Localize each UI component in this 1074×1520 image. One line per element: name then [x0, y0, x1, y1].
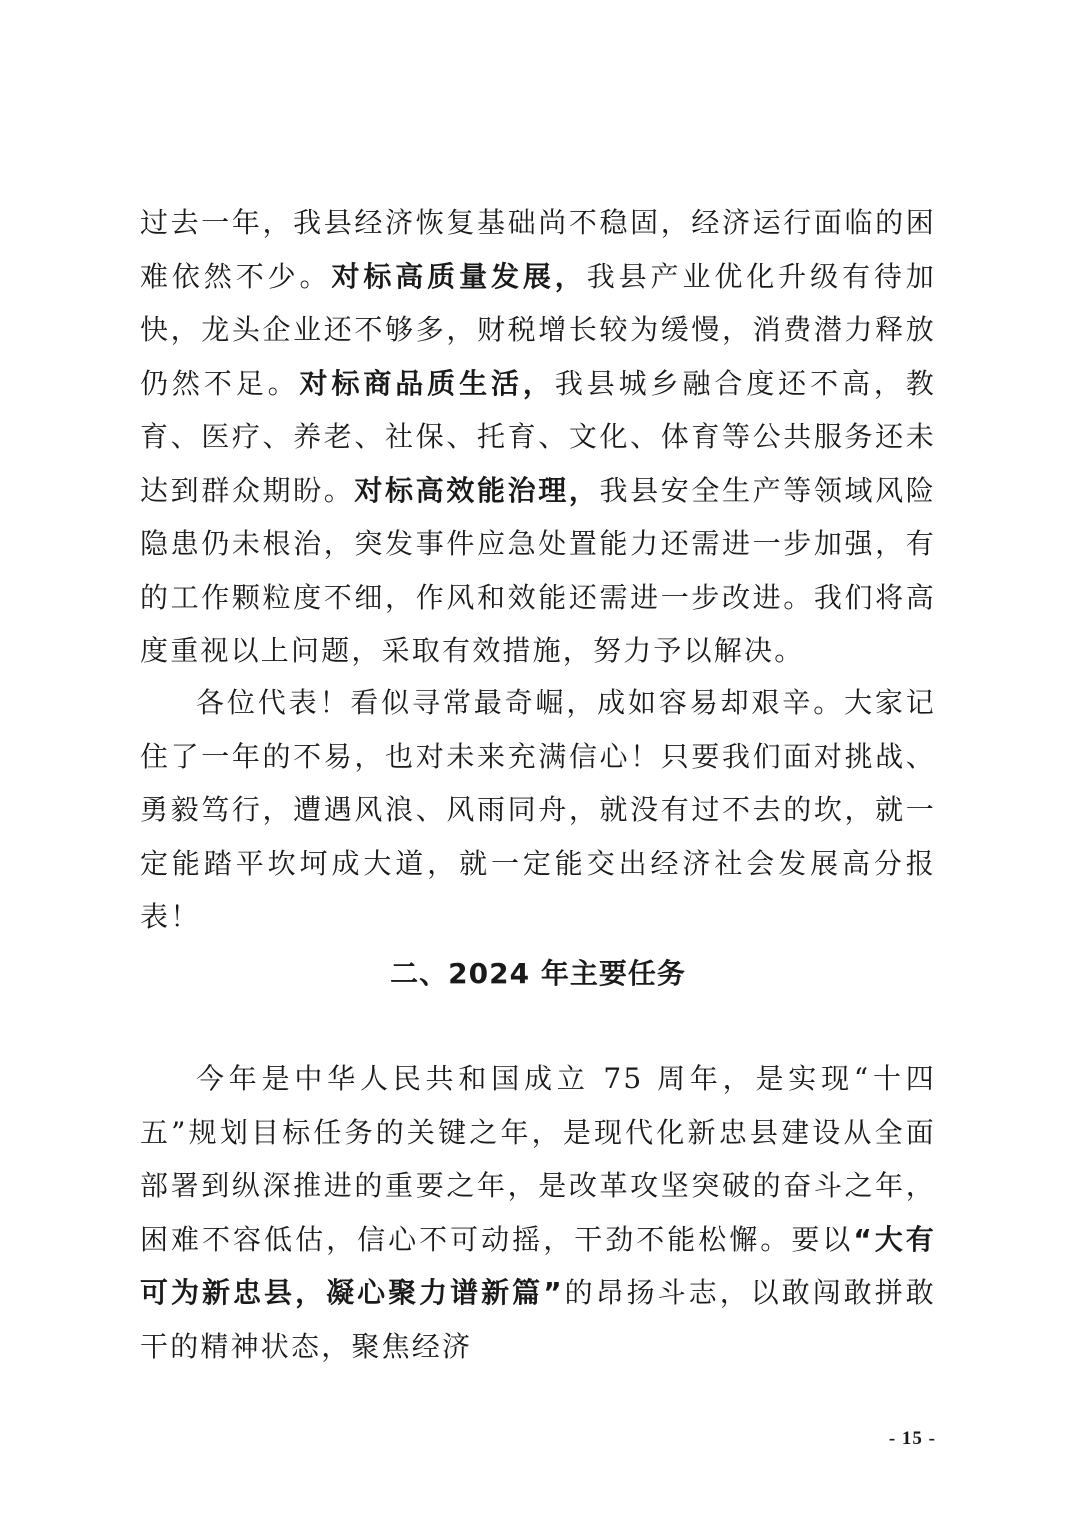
paragraph-main-tasks	[140, 1052, 936, 1373]
paragraph-text: 的昂扬斗志，以敢闯敢拼敢干的精神状态，聚焦经济	[140, 1276, 936, 1363]
bold-slogan: “大有可为新忠县，凝心聚力谱新篇”	[140, 1222, 936, 1309]
paragraph-text: 我县产业优化升级有待加快，龙头企业还不够多，财税增长较为缓慢，消费潜力释放仍然不足。	[140, 259, 936, 400]
bold-phrase-efficient-governance: 对标高效能治理，	[354, 473, 600, 507]
paragraph-address-delegates: 各位代表！看似寻常最奇崛，成如容易却艰辛。大家记住了一年的不易，也对未来充满信心！只要我们面对挑战、勇毅笃行，遭遇风浪、风雨同舟，就没有过不去的坎，就一定能踏平坎坷成大道，就一定能交出经济社会发展高分报表！	[140, 686, 936, 933]
paragraph-text: 我县安全生产等领域风险隐患仍未根治，突发事件应急处置能力还需进一步加强，有的工作颗粒度不细，作风和效能还需进一步改进。我们将高度重视以上问题，采取有效措施，努力予以解决。	[140, 473, 936, 667]
bold-phrase-quality-life: 对标商品质生活，	[299, 366, 555, 400]
paragraph-text: 过去一年，我县经济恢复基础尚不稳固，经济运行面临的困难依然不少。	[140, 206, 936, 293]
paragraph-text: 我县城乡融合度还不高，教育、医疗、养老、社保、托育、文化、体育等公共服务还未达到群众期盼。	[140, 366, 936, 507]
page-number: - 15 -	[888, 1428, 936, 1449]
paragraph-text: 今年是中华人民共和国成立 75 周年，是实现“十四五”规划目标任务的关键之年，是现代化新忠县建设从全面部署到纵深推进的重要之年，是改革攻坚突破的奋斗之年，困难不容低估，信心不可动摇，干劲不能松懈。要以	[140, 1062, 936, 1256]
bold-phrase-high-quality-development: 对标高质量发展，	[331, 259, 587, 293]
paragraph-problems	[140, 196, 936, 678]
section-heading: 二、2024 年主要任务	[390, 957, 686, 990]
